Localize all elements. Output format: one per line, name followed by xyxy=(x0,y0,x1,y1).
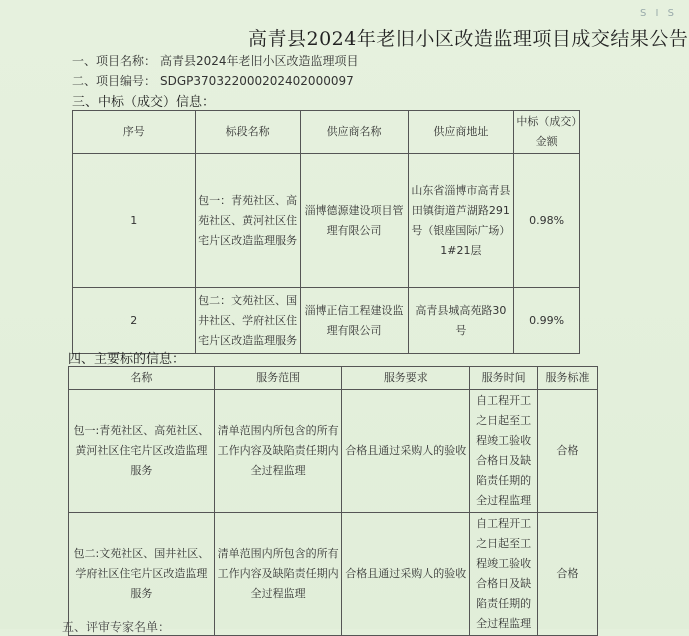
row-time: 自工程开工之日起至工程竣工验收合格日及缺陷责任期的全过程监理 xyxy=(470,390,538,513)
row-scope: 清单范围内所包含的所有工作内容及缺陷责任期内全过程监理 xyxy=(214,390,342,513)
row-address: 山东省淄博市高青县田镇街道芦湖路291号（银座国际广场）1#21层 xyxy=(408,154,514,288)
project-no-value: SDGP370322000202402000097 xyxy=(160,74,354,88)
col-header-standard: 服务标准 xyxy=(538,367,598,390)
col-header-scope: 服务范围 xyxy=(214,367,342,390)
row-lot: 包二：文苑社区、国井社区、学府社区住宅片区改造监理服务 xyxy=(195,288,300,354)
row-lot: 包一：青苑社区、高苑社区、黄河社区住宅片区改造监理服务 xyxy=(195,154,300,288)
row-standard: 合格 xyxy=(538,513,598,636)
row-supplier: 淄博正信工程建设监理有限公司 xyxy=(300,288,408,354)
row-time: 自工程开工之日起至工程竣工验收合格日及缺陷责任期的全过程监理 xyxy=(470,513,538,636)
row-requirement: 合格且通过采购人的验收 xyxy=(342,390,470,513)
project-name-label: 一、项目名称： xyxy=(72,54,157,68)
award-table xyxy=(72,110,580,354)
col-header-amount: 中标（成交）金额 xyxy=(514,111,580,154)
project-no-label: 二、项目编号： xyxy=(72,74,157,88)
col-header-name: 名称 xyxy=(69,367,215,390)
row-scope: 清单范围内所包含的所有工作内容及缺陷责任期内全过程监理 xyxy=(214,513,342,636)
col-header-supplier: 供应商名称 xyxy=(300,111,408,154)
table-row xyxy=(73,288,580,354)
section-5-heading: 五、评审专家名单： xyxy=(62,620,171,634)
project-name-line xyxy=(72,52,359,69)
table-row xyxy=(69,390,598,513)
section-3-heading: 三、中标（成交）信息： xyxy=(72,95,216,110)
project-no-line xyxy=(72,72,354,89)
row-supplier: 淄博德源建设项目管理有限公司 xyxy=(300,154,408,288)
row-address: 高青县城高苑路30号 xyxy=(408,288,514,354)
row-no: 2 xyxy=(73,288,196,354)
col-header-time: 服务时间 xyxy=(470,367,538,390)
row-no: 1 xyxy=(73,154,196,288)
subject-table xyxy=(68,366,598,636)
col-header-lot: 标段名称 xyxy=(195,111,300,154)
row-standard: 合格 xyxy=(538,390,598,513)
row-amount: 0.99% xyxy=(514,288,580,354)
row-name: 包二:文苑社区、国井社区、学府社区住宅片区改造监理服务 xyxy=(69,513,215,636)
row-name: 包一:青苑社区、高苑社区、黄河社区住宅片区改造监理服务 xyxy=(69,390,215,513)
col-header-address: 供应商地址 xyxy=(408,111,514,154)
col-header-requirement: 服务要求 xyxy=(342,367,470,390)
project-name-value: 高青县2024年老旧小区改造监理项目 xyxy=(160,54,359,68)
corner-mark: S I S xyxy=(640,8,678,19)
col-header-no: 序号 xyxy=(73,111,196,154)
table-row xyxy=(73,154,580,288)
row-amount: 0.98% xyxy=(514,154,580,288)
section-4-heading: 四、主要标的信息： xyxy=(68,352,186,367)
row-requirement: 合格且通过采购人的验收 xyxy=(342,513,470,636)
page-title: 高青县2024年老旧小区改造监理项目成交结果公告 xyxy=(248,28,689,50)
